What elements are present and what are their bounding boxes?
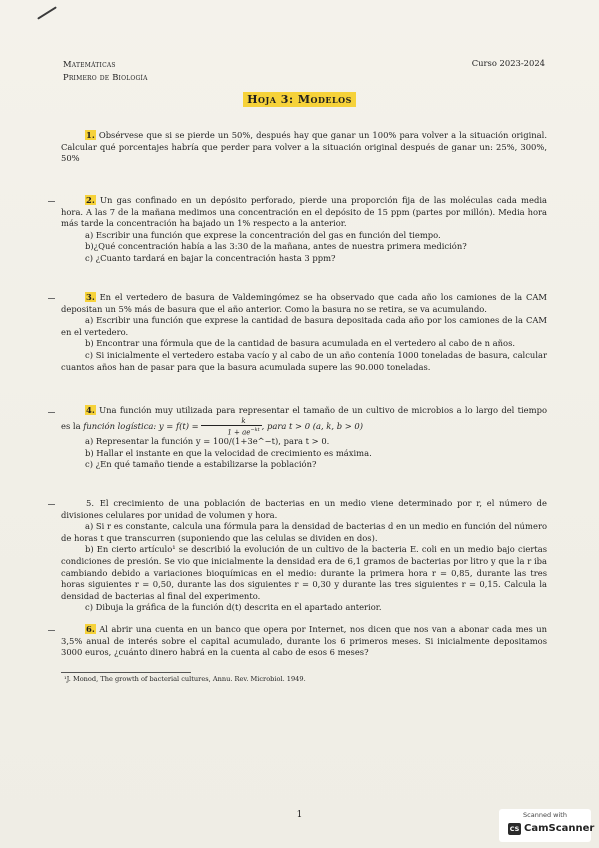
scanned-with-label: Scanned with: [523, 811, 567, 819]
exercise-5: [61, 498, 547, 614]
exercise-item: b) Encontrar una fórmula que de la cantidad de basura acumulada en el vertedero al cabo de n años.: [85, 338, 516, 349]
exercise-text: En el vertedero de basura de Valdemingómez se ha observado que cada año los camiones de la CAM depositan un 5% más de basura que el año anterior. Como la basura no se retira, se va acumulando.: [61, 292, 547, 314]
exercise-item: a) Escribir una función que exprese la concentración del gas en función del tiempo.: [85, 229, 441, 240]
exercise-number: 1.: [86, 130, 95, 140]
formula-lhs: y = f(t) =: [158, 420, 199, 431]
exercise-item: a) Si r es constante, calcula una fórmula para la densidad de bacterias d en un medio en función del número de horas t que transcurren (suponiendo que las celulas se dividen en dos).: [61, 521, 547, 543]
exercise-number: 5.: [86, 498, 94, 508]
subject-label: Matemáticas: [63, 59, 116, 69]
margin-dash: [48, 412, 55, 413]
formula-fraction: [201, 417, 261, 436]
exercise-text: El crecimiento de una población de bacterias en un medio viene determinado por r, el número de divisiones celulares por unidad de volumen y hora.: [61, 498, 547, 520]
exercise-6: [61, 624, 547, 659]
exercise-3: [61, 292, 547, 373]
exercise-text: Un gas confinado en un depósito perforado, pierde una proporción fija de las moléculas cada media hora. A las 7 de la mañana medimos una concentración en el depósito de 15 ppm (partes por millón). Media hora más tarde la concentración ha bajado un 1% respecto a la anterior.: [61, 195, 547, 229]
page-number: 1: [296, 810, 303, 820]
margin-dash: [48, 630, 55, 631]
exercise-item: c) ¿En qué tamaño tiende a estabilizarse la población?: [85, 459, 317, 470]
camscanner-name: CamScanner: [524, 823, 595, 834]
pen-mark: [37, 6, 57, 19]
header-left: [63, 58, 148, 84]
camscanner-badge: [499, 809, 595, 842]
degree-label: Primero de Biología: [63, 72, 148, 82]
sheet-title: Hoja 3: Modelos: [243, 92, 356, 107]
fraction-numerator: k: [201, 417, 261, 426]
margin-dash: [48, 201, 55, 202]
exercise-item: c) Si inicialmente el vertedero estaba vacío y al cabo de un año contenía 1000 toneladas de basura, calcular cuantos años han de pasar para que la basura acumulada supere las 90.000 toneladas.: [61, 349, 547, 372]
exercise-text: Una función muy utilizada para representar el tamaño de un cultivo de microbios a lo largo del tiempo es la: [61, 405, 547, 431]
fraction-denominator: 1 + ae: [227, 427, 251, 436]
footnote-rule: [61, 672, 191, 673]
exercise-item: b) En cierto artículo¹ se describió la evolución de un cultivo de la bacteria E. coli en un medio bajo ciertas condiciones de presión. Se vio que inicialmente la densidad era de 6,1 gramos de bacterias por litro y que la r iba cambiando debido a variaciones bioquímicas en el medio: durante la primera hora r = 0,85, durante las tres horas siguientes r = 0,50, durante las dos siguientes r = 0,30 y durante las tres siguientes r = 0,15. Calcula la densidad de bacterias al final del experimento.: [61, 544, 547, 601]
exercise-1: [61, 130, 547, 165]
camscanner-logo-icon: CS: [509, 825, 520, 833]
exercise-item: b)¿Qué concentración había a las 3:30 de la mañana, antes de nuestra primera medición?: [85, 241, 467, 252]
exercise-item: a) Representar la función y = 100/(1+3e^−t), para t > 0.: [85, 435, 330, 446]
exercise-text: Al abrir una cuenta en un banco que opera por Internet, nos dicen que nos van a abonar cada mes un 3,5% anual de interés sobre el capital acumulado, durante los 6 primeros meses. Si inicialmente depositamos 3000 euros, ¿cuánto dinero habrá en la cuenta al cabo de esos 6 meses?: [61, 624, 548, 658]
margin-dash: [48, 298, 55, 299]
exercise-item: c) Dibuja la gráfica de la función d(t) descrita en el apartado anterior.: [85, 602, 382, 613]
logistic-term: función logística:: [83, 420, 157, 431]
exercise-number: 4.: [86, 405, 95, 415]
exercise-4: [61, 405, 547, 471]
exercise-text: Obsérvese que si se pierde un 50%, después hay que ganar un 100% para volver a la situación original. Calcular qué porcentajes habría que perder para volver a la situación original después de ganar un: 25%, 300%, 50%: [61, 130, 547, 164]
exercise-number: 2.: [86, 195, 95, 205]
exercise-number: 3.: [86, 292, 95, 302]
formula-condition: , para t > 0 (a, k, b > 0): [261, 420, 363, 431]
exercise-item: a) Escribir una función que exprese la cantidad de basura depositada cada año por los camiones de la CAM en el vertedero.: [61, 315, 547, 337]
exercise-item: c) ¿Cuanto tardará en bajar la concentración hasta 3 ppm?: [85, 252, 336, 263]
exercise-number: 6.: [86, 624, 95, 634]
exercise-item: b) Hallar el instante en que la velocidad de crecimiento es máxima.: [85, 447, 372, 458]
exercise-2: [61, 195, 547, 265]
fraction-exponent: −kt: [250, 426, 260, 433]
footnote: ¹J. Monod, The growth of bacterial cultures, Annu. Rev. Microbiol. 1949.: [64, 675, 306, 683]
margin-dash: [48, 504, 55, 505]
course-label: Curso 2023-2024: [471, 58, 545, 68]
